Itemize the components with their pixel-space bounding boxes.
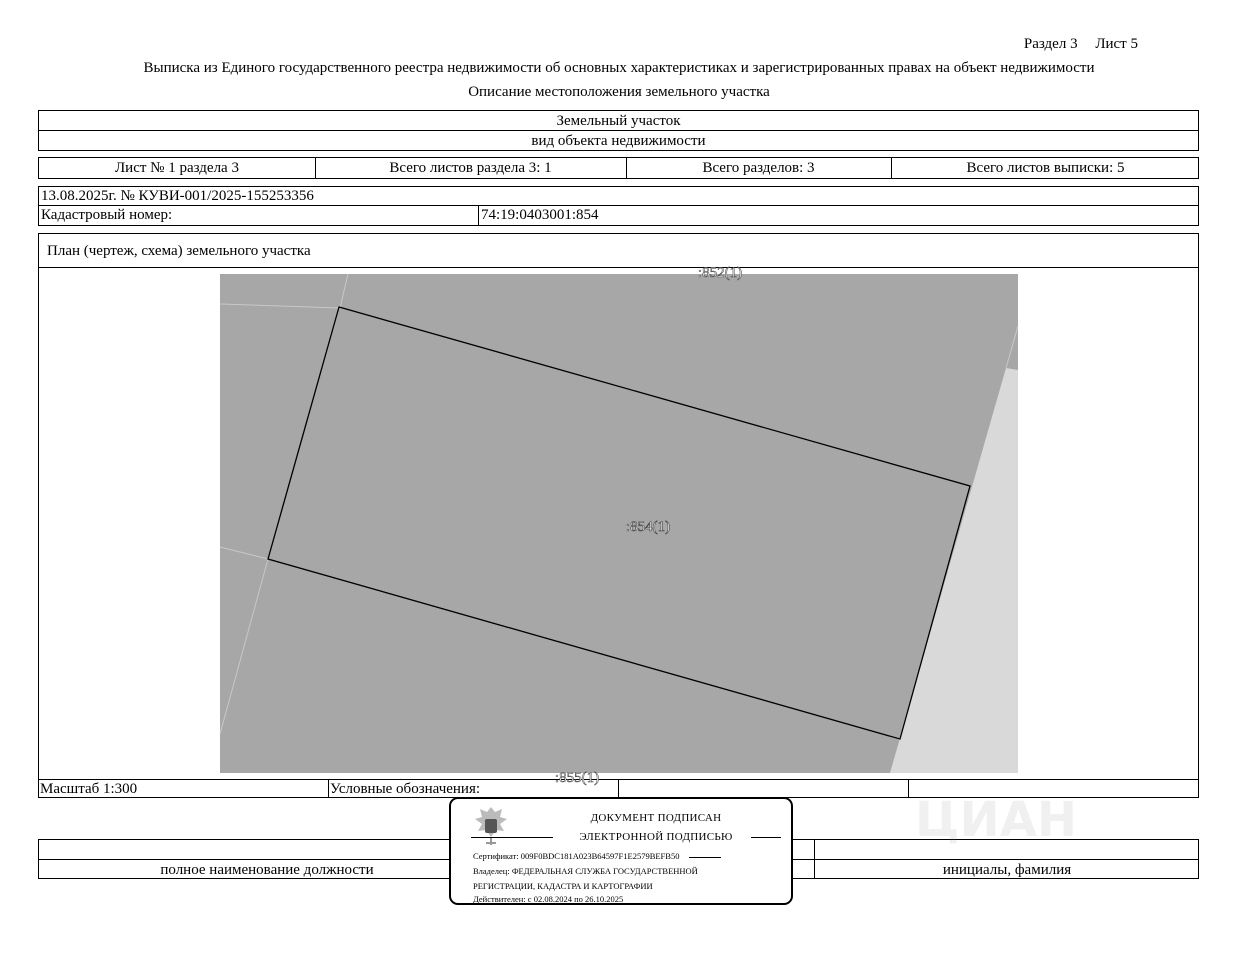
object-type-label: вид объекта недвижимости [531, 133, 706, 149]
stamp-validity: Действителен: с 02.08.2024 по 26.10.2025 [473, 894, 624, 904]
request-table [38, 186, 1199, 226]
plot-drawing [220, 265, 1018, 786]
watermark-text: ЦИАН [915, 792, 1078, 848]
label-852: :852(1) [697, 265, 743, 281]
sheet-info-row [38, 157, 1199, 179]
request-date-number: 13.08.2025г. № КУВИ-001/2025-155253356 [41, 188, 314, 204]
stamp-line2: ЭЛЕКТРОННОЙ ПОДПИСЬЮ [579, 831, 733, 843]
e-signature-stamp [449, 797, 793, 905]
legend-label: Условные обозначения: [330, 781, 481, 797]
boundary-line [340, 274, 348, 308]
stamp-divider [751, 837, 781, 838]
object-type-table [38, 110, 1199, 151]
stamp-divider [689, 857, 721, 858]
cadastral-label: Кадастровый номер: [41, 207, 173, 223]
adjacent-road-area [890, 368, 1018, 773]
sheet-number: Лист 5 [1095, 36, 1138, 52]
total-section-sheets: Всего листов раздела 3: 1 [389, 160, 552, 176]
boundary-line [1006, 326, 1018, 368]
plan-title: План (чертеж, схема) земельного участка [47, 243, 311, 259]
boundary-line [220, 559, 268, 734]
stamp-owner-line1: Владелец: ФЕДЕРАЛЬНАЯ СЛУЖБА ГОСУДАРСТВЕННОЙ [473, 866, 698, 876]
sheet-no: Лист № 1 раздела 3 [115, 160, 239, 176]
stamp-certificate: Сертификат: 009F0BDC181A023B64597F1E2579BEFB50 [473, 851, 680, 861]
total-extract-sheets: Всего листов выписки: 5 [966, 160, 1125, 176]
watermark [915, 778, 1115, 858]
boundary-line [220, 304, 340, 308]
total-sections: Всего разделов: 3 [702, 160, 815, 176]
land-plot-map [220, 265, 1018, 786]
section-sheet-header [1024, 36, 1138, 53]
stamp-owner-line2: РЕГИСТРАЦИИ, КАДАСТРА И КАРТОГРАФИИ [473, 881, 653, 891]
label-855: :855(1) [554, 770, 600, 786]
document-title: Выписка из Единого государственного реестра недвижимости об основных характеристиках и зарегистрированных правах на объект недвижимости [143, 60, 1095, 76]
cadastral-number: 74:19:0403001:854 [481, 207, 599, 223]
section-number: Раздел 3 [1023, 36, 1078, 52]
scale-label: Масштаб 1:300 [40, 781, 138, 797]
name-label: инициалы, фамилия [942, 862, 1072, 878]
stamp-divider [471, 837, 553, 838]
stamp-line1: ДОКУМЕНТ ПОДПИСАН [590, 812, 722, 824]
boundary-line [220, 547, 268, 559]
position-label: полное наименование должности [160, 862, 374, 878]
object-name: Земельный участок [556, 113, 681, 129]
document-subtitle: Описание местоположения земельного участка [468, 84, 770, 100]
label-854: :854(1) [625, 519, 671, 535]
plot-boundary-854 [268, 307, 970, 739]
emblem-icon [469, 803, 513, 847]
